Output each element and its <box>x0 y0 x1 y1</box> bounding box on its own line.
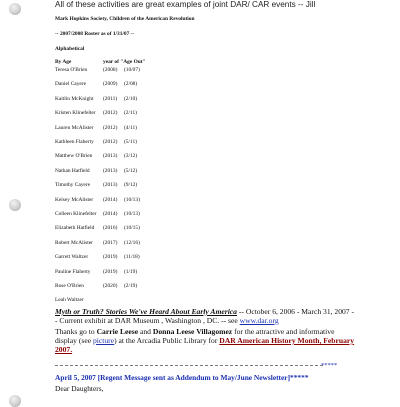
member-name: Nathan Hatfield <box>55 167 90 174</box>
exhibit-text: -- October 6, 2006 - March 31, 2007 -- Current exhibit at DAR Museum , Washington , DC. -- see <box>55 307 355 325</box>
thanks-text: and <box>138 327 153 336</box>
member-date: (11/18) <box>124 254 140 261</box>
member-name: Pauline Flaherty <box>55 268 91 275</box>
member-age-out-year: (2009) <box>103 81 118 88</box>
member-age-out-year: (2013) <box>103 182 118 189</box>
member-date: (9/12) <box>124 182 138 189</box>
member-date: (10/15) <box>124 225 140 232</box>
member-age-out-year: (2012) <box>103 139 118 145</box>
by-age-label: By Age <box>55 59 72 65</box>
intro-note: All of these activities are great examples of joint DAR/ CAR events -- Jill <box>55 0 316 9</box>
member-name: Kristen Klinefelter <box>55 110 96 117</box>
member-age-out-year: (2014) <box>103 211 118 217</box>
member-name: Kathleen Flaherty <box>55 139 94 145</box>
thanks-name: Carrie Leese <box>96 327 139 336</box>
member-age-out-year: (2012) <box>103 110 118 117</box>
thanks-text: for the attractive and informative display (see <box>55 327 335 345</box>
member-date: (10/13) <box>124 196 140 203</box>
member-date: (2/19) <box>124 283 138 289</box>
age-out-label: year of "Age Out" <box>103 59 146 65</box>
history-month-link[interactable]: DAR American History Month, February 2007. <box>55 336 355 354</box>
society-title: Mark Hopkins Society, Children of the American Revolution <box>55 16 195 22</box>
thanks-text: ) at the Arcadia Public Library for <box>114 336 220 345</box>
thanks-paragraph <box>55 327 355 354</box>
member-date: (5/12) <box>124 167 138 174</box>
exhibit-title: Myth or Truth? Stories We've Heard About Early America <box>55 307 237 316</box>
exhibit-paragraph <box>55 307 355 325</box>
thanks-text: Thanks go to <box>55 327 97 336</box>
member-date: (10/13) <box>124 211 140 217</box>
dar-website-link[interactable]: www.dar.org <box>239 316 279 325</box>
member-date: (1/19) <box>124 268 138 275</box>
member-age-out-year: (2019) <box>103 268 118 275</box>
member-age-out-year: (2017) <box>103 239 118 246</box>
greeting: Dear Daughters, <box>55 384 104 393</box>
member-name: Matthew O'Brien <box>55 153 93 160</box>
member-date: (2/08) <box>124 81 138 88</box>
member-name: Robert McAlister <box>55 239 93 246</box>
picture-link[interactable]: picture <box>92 336 115 345</box>
member-age-out-year: (2011) <box>103 95 118 102</box>
member-date: (4/11) <box>124 124 137 131</box>
member-date: (3/12) <box>124 153 138 160</box>
member-date: (12/16) <box>124 239 140 246</box>
member-name: Leah Waltzer <box>55 297 84 304</box>
member-name: Teresa O'Brien <box>55 67 88 73</box>
member-date: (2/11) <box>124 110 137 117</box>
member-age-out-year: (2012) <box>103 124 118 131</box>
roster-date: -- 2007/2008 Roster as of 1/31/07 -- <box>55 31 135 37</box>
member-name: Colleen Klinefelter <box>55 211 97 217</box>
member-age-out-year: (2020) <box>103 283 118 289</box>
punch-hole <box>9 3 21 15</box>
punch-hole <box>9 199 21 211</box>
april-heading: April 5, 2007 [Regent Message sent as Addendum to May/June Newsletter]***** <box>55 373 309 382</box>
member-age-out-year: (2013) <box>103 153 118 160</box>
member-name: Rose O'Brien <box>55 283 84 289</box>
member-name: Kelsey McAlister <box>55 196 94 203</box>
member-name: Timothy Cayere <box>55 182 90 189</box>
member-date: (5/11) <box>124 139 137 145</box>
member-age-out-year: (2008) <box>103 67 118 73</box>
member-age-out-year: (2016) <box>103 225 118 232</box>
member-age-out-year: (2014) <box>103 196 118 203</box>
section-divider <box>55 365 323 366</box>
member-name: Garrett Waltzer <box>55 254 89 261</box>
thanks-name: Donna Leese Villagomez <box>152 327 233 336</box>
member-date: (2/10) <box>124 95 138 102</box>
member-name: Elizabeth Hatfield <box>55 225 95 232</box>
member-name: Kaitlin McKnight <box>55 95 94 102</box>
member-date: (10/07) <box>124 67 140 73</box>
member-age-out-year: (2019) <box>103 254 118 261</box>
punch-hole <box>9 395 21 407</box>
member-age-out-year: (2013) <box>103 167 118 174</box>
member-name: Daniel Cayere <box>55 81 86 88</box>
alphabetical-label: Alphabetical <box>55 46 85 52</box>
divider-stars: ***** <box>321 362 338 369</box>
member-name: Lauren McAlister <box>55 124 94 131</box>
